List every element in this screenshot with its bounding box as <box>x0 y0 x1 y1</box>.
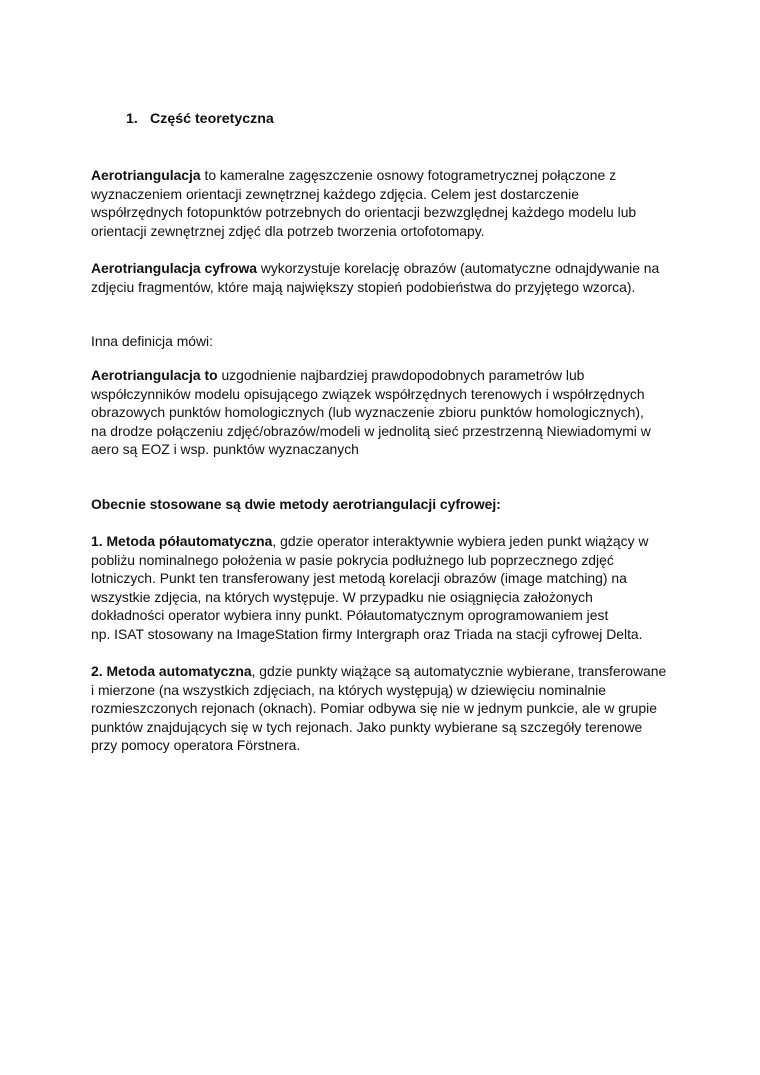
text-line <box>91 259 691 278</box>
text-line: Obecnie stosowane są dwie metody aerotriangulacji cyfrowej: <box>91 496 501 512</box>
text-line: rozmieszczonych rejonach (oknach). Pomiar odbywa się nie w jednym punkcie, ale w grupie <box>91 700 657 717</box>
bold-term: Aerotriangulacja cyfrowa <box>91 260 257 276</box>
section-number: 1. <box>126 111 138 127</box>
text-run: , gdzie operator interaktywnie wybiera jeden punkt wiążący w <box>272 533 649 549</box>
paragraph-alternative-definition <box>91 366 691 459</box>
text-line: zdjęciu fragmentów, które mają największy stopień podobieństwa do przyjętego wzorca). <box>91 278 636 295</box>
text-line: przy pomocy operatora Förstnera. <box>91 737 301 754</box>
text-line: np. ISAT stosowany na ImageStation firmy Intergraph oraz Triada na stacji cyfrowej Delta. <box>91 625 643 642</box>
paragraph-digital-aerotriangulation <box>91 259 691 296</box>
text-line: obrazowych punktów homologicznych (lub wyznaczenie zbioru punktów homologicznych), <box>91 404 644 421</box>
text-line: współczynników modelu opisującego związek współrzędnych terenowych i współrzędnych <box>91 385 645 402</box>
text-line: wszystkie zdjęcia, na których występuje. W przypadku nie osiągnięcia założonych <box>91 588 593 605</box>
text-run: , gdzie punkty wiążące są automatycznie wybierane, transferowane <box>251 663 667 679</box>
bold-term: Aerotriangulacja <box>91 167 201 183</box>
text-line <box>91 532 691 551</box>
text-line: orientacji zewnętrznej zdjęć dla potrzeb tworzenia ortofotomapy. <box>91 222 485 239</box>
text-line <box>91 366 691 385</box>
paragraph-automatic-method <box>91 662 691 755</box>
text-line <box>91 166 691 185</box>
bold-term: Aerotriangulacja to <box>91 367 218 383</box>
text-line: wyznaczeniem orientacji zewnętrznej każdego zdjęcia. Celem jest dostarczenie <box>91 185 579 202</box>
paragraph-other-definition-intro <box>91 332 691 351</box>
text-line: pobliżu nominalnego położenia w pasie pokrycia podłużnego lub poprzecznego zdjęć <box>91 551 614 568</box>
section-heading <box>126 109 274 129</box>
text-line: punktów znajdujących się w tych rejonach. Jako punkty wybierane są szczegóły terenowe <box>91 718 643 735</box>
text-line: lotniczych. Punkt ten transferowany jest metodą korelacji obrazów (image matching) na <box>91 570 627 587</box>
paragraph-definition-aerotriangulation <box>91 166 691 240</box>
text-run: wykorzystuje korelację obrazów (automatyczne odnajdywanie na <box>256 260 660 276</box>
text-run: uzgodnienie najbardziej prawdopodobnych parametrów lub <box>217 367 585 383</box>
text-line: współrzędnych fotopunktów potrzebnych do orientacji bezwzględnej każdego modelu lub <box>91 204 637 221</box>
paragraph-methods-heading <box>91 495 691 514</box>
text-line: aero są EOZ i wsp. punktów wyznaczanych <box>91 441 359 458</box>
paragraph-semi-automatic-method <box>91 532 691 644</box>
text-line: dokładności operator wybiera inny punkt. Półautomatycznym oprogramowaniem jest <box>91 607 609 624</box>
text-line: Inna definicja mówi: <box>91 333 213 349</box>
text-run: to kameralne zagęszczenie osnowy fotogrametrycznej połączone z <box>200 167 617 183</box>
bold-term: 2. Metoda automatyczna <box>91 663 252 679</box>
text-line: na drodze połączeniu zdjęć/obrazów/modeli w jednolitą sieć przestrzenną Niewiadomymi w <box>91 422 651 439</box>
text-line: i mierzone (na wszystkich zdjęciach, na których występują) w dziewięciu nominalnie <box>91 681 606 698</box>
section-title: Część teoretyczna <box>150 111 274 127</box>
text-line <box>91 662 691 681</box>
bold-term: 1. Metoda półautomatyczna <box>91 533 273 549</box>
